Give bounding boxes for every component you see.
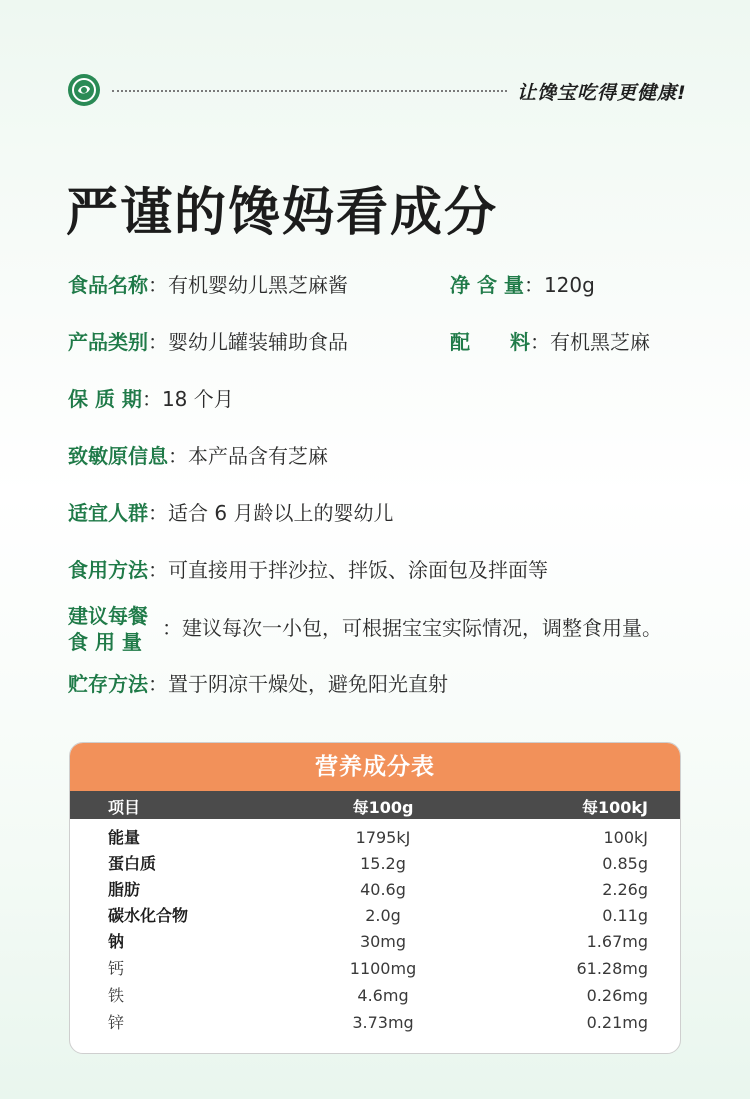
allergen-value: 本产品含有芝麻 xyxy=(188,444,328,468)
separator: ： xyxy=(148,558,168,582)
ingredients-label: 配 料 xyxy=(450,330,530,354)
shelf-life-value: 18 个月 xyxy=(161,387,234,411)
row-item: 钠 xyxy=(108,932,125,951)
row-item: 碳水化合物 xyxy=(108,906,189,925)
separator: ： xyxy=(530,330,550,354)
net-value: 120g xyxy=(543,273,595,297)
category-label: 产品类别 xyxy=(68,330,148,354)
row-item: 能量 xyxy=(108,828,141,847)
row-per100g: 15.2g xyxy=(360,854,406,873)
row-per100g: 1795kJ xyxy=(355,828,411,847)
ingredients-value: 有机黑芝麻 xyxy=(550,330,650,354)
row-per100g: 4.6mg xyxy=(357,986,409,1005)
row-item: 锌 xyxy=(108,1013,125,1032)
row-per100kj: 0.21mg xyxy=(586,1013,648,1032)
serving-value: 建议每次一小包，可根据宝宝实际情况，调整食用量。 xyxy=(182,616,662,640)
page-title: 严谨的馋妈看成分 xyxy=(66,183,499,243)
table-row xyxy=(70,1010,680,1036)
leaf-circle-icon xyxy=(68,74,100,106)
serving-value-row xyxy=(162,614,662,642)
dotted-divider xyxy=(112,90,507,92)
header-item: 项目 xyxy=(108,798,141,817)
separator: ： xyxy=(148,330,168,354)
info-row-allergen xyxy=(68,442,328,470)
storage-value: 置于阴凉干燥处，避免阳光直射 xyxy=(168,672,448,696)
row-per100kj: 1.67mg xyxy=(586,932,648,951)
info-row-audience xyxy=(68,499,393,527)
separator: ： xyxy=(148,672,168,696)
serving-label-line1: 建议每餐 xyxy=(68,604,148,628)
separator: ： xyxy=(141,387,162,411)
food-name-label: 食品名称 xyxy=(68,273,148,297)
shelf-life-label: 保 质 期 xyxy=(68,387,142,411)
row-per100kj: 0.26mg xyxy=(586,986,648,1005)
slogan-text: 让馋宝吃得更健康! xyxy=(517,82,687,104)
storage-label: 贮存方法 xyxy=(68,672,148,696)
info-row-shelf-life xyxy=(68,385,234,413)
row-per100kj: 0.11g xyxy=(602,906,648,925)
nutrition-table xyxy=(69,742,681,1054)
table-row xyxy=(70,877,680,903)
row-per100g: 2.0g xyxy=(365,906,401,925)
nutrition-table-title: 营养成分表 xyxy=(70,743,680,791)
info-row-storage xyxy=(68,670,448,698)
table-row xyxy=(70,825,680,851)
row-per100kj: 100kJ xyxy=(603,828,648,847)
row-per100kj: 0.85g xyxy=(602,854,648,873)
row-item: 钙 xyxy=(108,959,125,978)
category-value: 婴幼儿罐装辅助食品 xyxy=(168,330,348,354)
info-row-food-name xyxy=(68,271,348,299)
separator: ： xyxy=(148,501,168,525)
table-row xyxy=(70,956,680,982)
usage-label: 食用方法 xyxy=(68,558,148,582)
header-per100kj: 每100kJ xyxy=(582,798,648,817)
page-header xyxy=(68,74,698,108)
row-per100kj: 61.28mg xyxy=(576,959,648,978)
table-row xyxy=(70,903,680,929)
separator: ： xyxy=(523,273,544,297)
header-per100g: 每100g xyxy=(352,798,414,817)
net-label: 净 含 量 xyxy=(450,273,524,297)
row-item: 铁 xyxy=(108,986,125,1005)
row-per100g: 30mg xyxy=(359,932,407,951)
row-per100kj: 2.26g xyxy=(602,880,648,899)
info-row-category xyxy=(68,328,348,356)
row-item: 脂肪 xyxy=(108,880,141,899)
serving-label-line2: 食 用 量 xyxy=(68,630,142,654)
separator: ： xyxy=(168,444,188,468)
separator: ： xyxy=(162,616,182,640)
table-row xyxy=(70,929,680,955)
table-row xyxy=(70,983,680,1009)
row-per100g: 1100mg xyxy=(349,959,417,978)
row-per100g: 40.6g xyxy=(360,880,406,899)
info-row-usage xyxy=(68,556,548,584)
info-row-ingredients xyxy=(450,328,650,356)
nutrition-table-header xyxy=(70,791,680,819)
usage-value: 可直接用于拌沙拉、拌饭、涂面包及拌面等 xyxy=(168,558,548,582)
info-row-net xyxy=(450,271,595,299)
food-name-value: 有机婴幼儿黑芝麻酱 xyxy=(168,273,348,297)
allergen-label: 致敏原信息 xyxy=(68,444,168,468)
row-per100g: 3.73mg xyxy=(352,1013,414,1032)
audience-label: 适宜人群 xyxy=(68,501,148,525)
audience-value: 适合 6 月龄以上的婴幼儿 xyxy=(168,501,394,525)
table-row xyxy=(70,851,680,877)
separator: ： xyxy=(148,273,168,297)
row-item: 蛋白质 xyxy=(108,854,157,873)
